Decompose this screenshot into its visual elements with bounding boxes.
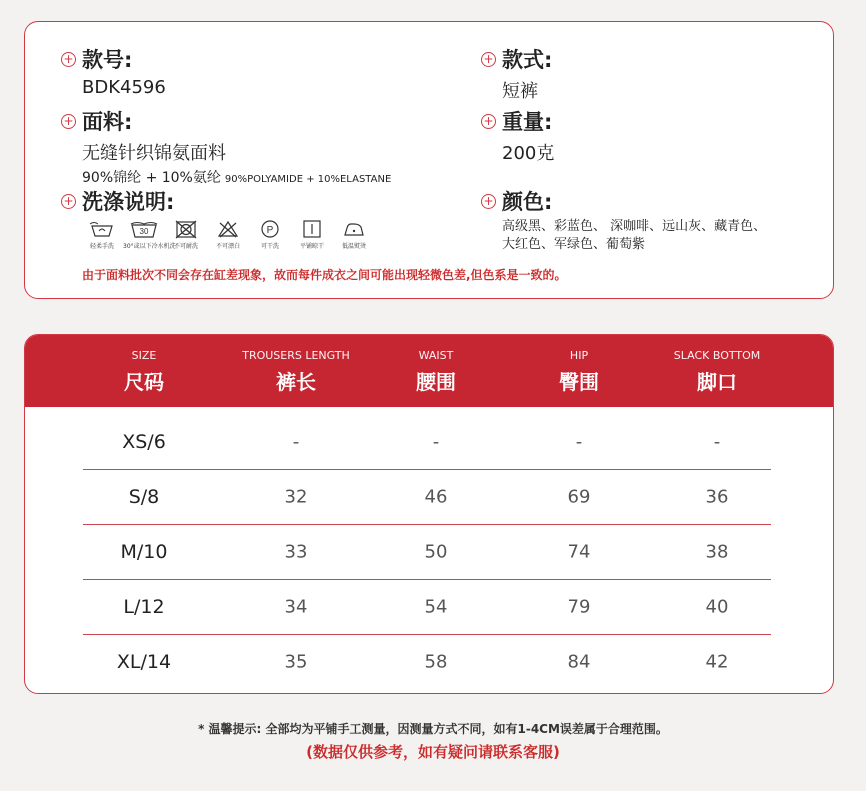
header-en: SIZE [131,349,157,362]
table-cell: - [575,431,583,452]
no-tumble-dry-icon [174,219,198,239]
header-trousers-length [242,349,350,395]
color-variance-warning: 由于面料批次不同会存在缸差现象，故而每件成衣之间可能出现轻微色差,但色系是一致的。 [82,268,567,282]
table-cell: 69 [567,486,591,507]
style-label: 款式: [502,48,553,72]
wash-30-icon [129,219,159,239]
care-item [165,219,207,250]
size-table-header [25,335,833,407]
header-size [124,349,164,395]
care-icons [81,219,375,250]
size-table [24,334,834,694]
care-label: 洗涤说明: [82,190,175,214]
header-en: TROUSERS LENGTH [242,349,350,362]
color-list-line: 高级黑、彩蓝色、 深咖啡、远山灰、藏青色、 [502,219,767,234]
plus-circle-icon: + [481,52,496,67]
reference-note: (数据仅供参考，如有疑问请联系客服) [306,743,560,761]
measurement-tip: * 温馨提示: 全部均为平铺手工测量，因测量方式不同，如有1-4CM误差属于合理范围。 [198,722,668,736]
care-caption: 平铺晾干 [299,243,324,250]
care-item [123,219,176,250]
style-number-value: BDK4596 [82,77,166,98]
low-iron-icon [342,219,366,239]
table-cell: 36 [705,486,729,507]
table-cell: - [292,431,300,452]
color-field [481,188,792,254]
table-cell: L/12 [123,595,165,618]
plus-circle-icon: + [481,114,496,129]
care-caption: 低温熨烫 [341,243,366,250]
plus-circle-icon: + [61,114,76,129]
table-cell: 54 [424,596,448,617]
plus-circle-icon: + [61,194,76,209]
table-row [83,414,771,470]
dry-clean-letter: P [266,225,274,236]
table-cell: 79 [567,596,591,617]
header-en: HIP [569,349,589,362]
fabric-composition [82,167,391,187]
plus-circle-icon: + [481,194,496,209]
table-cell: 84 [567,651,591,672]
header-cn: 尺码 [124,370,164,394]
table-cell: XL/14 [116,650,172,673]
table-cell: S/8 [128,485,160,508]
table-row [83,634,771,689]
care-item [333,219,375,250]
header-cn: 脚口 [697,370,737,394]
care-item [249,219,291,250]
header-waist [416,349,456,395]
table-row [83,469,771,525]
table-cell: XS/6 [122,430,166,453]
header-cn: 裤长 [276,370,316,394]
no-bleach-icon [216,219,240,239]
table-row [83,579,771,635]
dry-clean-p-icon [259,219,281,239]
table-cell: 32 [284,486,308,507]
care-field [61,188,174,214]
weight-label: 重量: [502,110,553,134]
line-dry-icon [301,219,323,239]
header-en: WAIST [418,349,454,362]
fabric-value: 无缝针织锦氨面料 [82,143,226,164]
header-hip [559,349,599,395]
color-list [502,218,792,254]
wash-temp: 30 [139,227,149,236]
care-item [207,219,249,250]
table-cell: - [713,431,721,452]
table-cell: 46 [424,486,448,507]
weight-field [481,108,554,165]
style-field [481,46,552,103]
care-caption: 可干洗 [260,243,279,250]
table-cell: M/10 [120,540,168,563]
care-item [291,219,333,250]
table-cell: 74 [567,541,591,562]
fabric-label: 面料: [82,110,133,134]
composition-en: 90%POLYAMIDE + 10%ELASTANE [224,174,392,185]
header-cn: 腰围 [416,370,456,394]
product-info-card [24,21,834,299]
style-number-label: 款号: [82,48,133,72]
fabric-field [61,108,391,187]
composition-cn: 90%锦纶 + 10%氨纶 [82,170,221,186]
header-cn: 臀围 [559,370,599,394]
table-cell: 42 [705,651,729,672]
care-caption: 不可漂白 [215,243,240,250]
care-caption: 轻柔手洗 [89,243,114,250]
hand-wash-icon [89,219,115,239]
table-cell: 35 [284,651,308,672]
style-value: 短裤 [502,81,538,102]
header-en: SLACK BOTTOM [673,349,761,362]
table-cell: 50 [424,541,448,562]
color-label: 颜色: [502,190,553,214]
care-caption: 不可耐洗 [173,243,198,250]
table-cell: - [432,431,440,452]
header-slack-bottom [674,349,761,395]
weight-value: 200克 [502,143,555,164]
color-list-line: 大红色、军绿色、葡萄紫 [502,237,646,252]
table-cell: 33 [284,541,308,562]
table-cell: 40 [705,596,729,617]
table-cell: 38 [705,541,729,562]
care-item [81,219,123,250]
table-cell: 58 [424,651,448,672]
care-caption: 30°或以下冷水机洗 [123,243,176,250]
plus-circle-icon: + [61,52,76,67]
table-row [83,524,771,580]
style-number-field [61,46,166,98]
table-cell: 34 [284,596,308,617]
